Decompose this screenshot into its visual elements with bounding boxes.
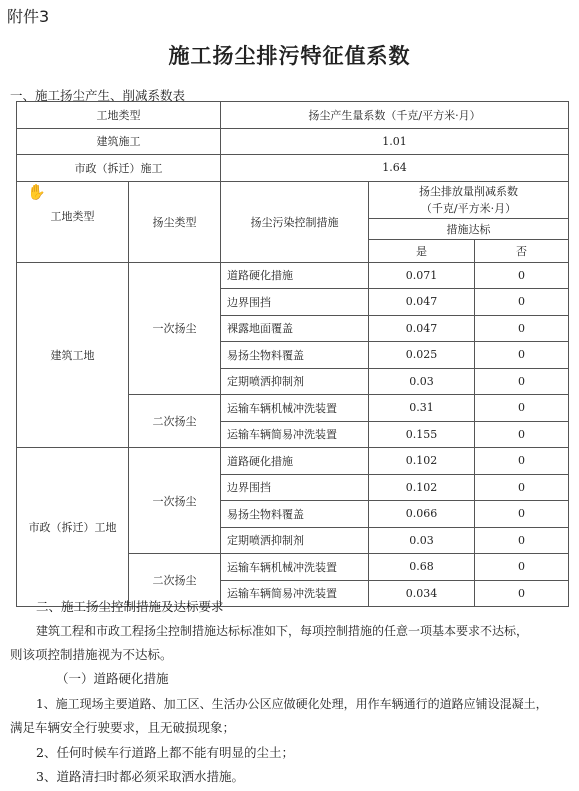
no-value-cell: 0: [475, 527, 569, 554]
measure-cell: 运输车辆简易冲洗装置: [221, 580, 369, 607]
table-row: [17, 448, 569, 475]
header-compliance: 措施达标: [369, 218, 569, 239]
yes-value-cell: 0.071: [369, 262, 475, 289]
no-value-cell: 0: [475, 421, 569, 448]
measure-cell: 边界围挡: [221, 474, 369, 501]
attachment-label: 附件3: [7, 7, 50, 26]
table-row: [17, 262, 569, 289]
yes-value-cell: 0.102: [369, 474, 475, 501]
coefficient-cell: 1.64: [221, 155, 569, 182]
site-type-cell: 建筑施工: [17, 128, 221, 155]
item1-line2: 满足车辆安全行驶要求，且无破损现象；: [10, 720, 236, 735]
yes-value-cell: 0.025: [369, 342, 475, 369]
item3: 3、道路清扫时都必须采取洒水措施。: [36, 769, 244, 784]
site-type-cell: 市政（拆迁）施工: [17, 155, 221, 182]
measure-cell: 裸露地面覆盖: [221, 315, 369, 342]
yes-value-cell: 0.047: [369, 289, 475, 316]
yes-value-cell: 0.03: [369, 368, 475, 395]
header-coefficient-unit: （千克/平方米·月）: [420, 201, 517, 215]
section2-paragraph-line1: 建筑工程和市政工程扬尘控制措施达标标准如下，每项控制措施的任意一项基本要求不达标，: [36, 624, 529, 638]
table1-header-row: [17, 102, 569, 129]
document-title: 施工扬尘排污特征值系数: [168, 43, 411, 68]
yes-value-cell: 0.066: [369, 501, 475, 528]
measure-cell: 道路硬化措施: [221, 448, 369, 475]
no-value-cell: 0: [475, 474, 569, 501]
subsection1-heading: （一）道路硬化措施: [56, 671, 169, 686]
no-value-cell: 0: [475, 501, 569, 528]
dust-type-cell: 一次扬尘: [129, 262, 221, 395]
measure-cell: 运输车辆简易冲洗装置: [221, 421, 369, 448]
item1-line1: 1、施工现场主要道路、加工区、生活办公区应做硬化处理，用作车辆通行的道路应铺设混凝土，: [36, 697, 548, 711]
table1-row: [17, 155, 569, 182]
item2: 2、任何时候车行道路上都不能有明显的尘土；: [36, 745, 294, 760]
measure-cell: 运输车辆机械冲洗装置: [221, 395, 369, 422]
section1-heading: 一、施工扬尘产生、削减系数表: [10, 88, 186, 103]
no-value-cell: 0: [475, 395, 569, 422]
no-value-cell: 0: [475, 342, 569, 369]
site-type-cell: 建筑工地: [17, 262, 129, 448]
measure-cell: 道路硬化措施: [221, 262, 369, 289]
no-value-cell: 0: [475, 554, 569, 581]
header-yes: 是: [369, 239, 475, 262]
header-dust-type: 扬尘类型: [129, 181, 221, 262]
header-control-measure: 扬尘污染控制措施: [221, 181, 369, 262]
header-site-type: 工地类型: [17, 102, 221, 129]
no-value-cell: 0: [475, 289, 569, 316]
no-value-cell: 0: [475, 368, 569, 395]
measure-cell: 运输车辆机械冲洗装置: [221, 554, 369, 581]
dust-type-cell: 二次扬尘: [129, 395, 221, 448]
measure-cell: 易扬尘物料覆盖: [221, 342, 369, 369]
yes-value-cell: 0.155: [369, 421, 475, 448]
header-no: 否: [475, 239, 569, 262]
header-coefficient-title: 扬尘排放量削减系数: [419, 184, 518, 198]
coefficient-cell: 1.01: [221, 128, 569, 155]
measure-cell: 定期喷洒抑制剂: [221, 527, 369, 554]
yes-value-cell: 0.31: [369, 395, 475, 422]
no-value-cell: 0: [475, 315, 569, 342]
measure-cell: 定期喷洒抑制剂: [221, 368, 369, 395]
no-value-cell: 0: [475, 580, 569, 607]
table1-row: [17, 128, 569, 155]
measure-cell: 易扬尘物料覆盖: [221, 501, 369, 528]
dust-type-cell: 二次扬尘: [129, 554, 221, 607]
yes-value-cell: 0.047: [369, 315, 475, 342]
section2-heading: 二、施工扬尘控制措施及达标要求: [36, 599, 224, 614]
header-site-type: 工地类型: [50, 209, 95, 223]
hand-pointer-icon: ✋: [27, 182, 46, 201]
no-value-cell: 0: [475, 448, 569, 475]
yes-value-cell: 0.68: [369, 554, 475, 581]
header-reduction-coefficient: [369, 181, 569, 218]
dust-type-cell: 一次扬尘: [129, 448, 221, 554]
yes-value-cell: 0.03: [369, 527, 475, 554]
header-site-type-cell: [17, 181, 129, 262]
site-type-cell: 市政（拆迁）工地: [17, 448, 129, 607]
measure-cell: 边界围挡: [221, 289, 369, 316]
no-value-cell: 0: [475, 262, 569, 289]
yes-value-cell: 0.034: [369, 580, 475, 607]
section2-paragraph-line2: 则该项控制措施视为不达标。: [10, 647, 173, 662]
table2-header-row: [17, 181, 569, 218]
yes-value-cell: 0.102: [369, 448, 475, 475]
header-dust-generation-coefficient: 扬尘产生量系数（千克/平方米·月）: [221, 102, 569, 129]
coefficient-table: [16, 101, 569, 607]
